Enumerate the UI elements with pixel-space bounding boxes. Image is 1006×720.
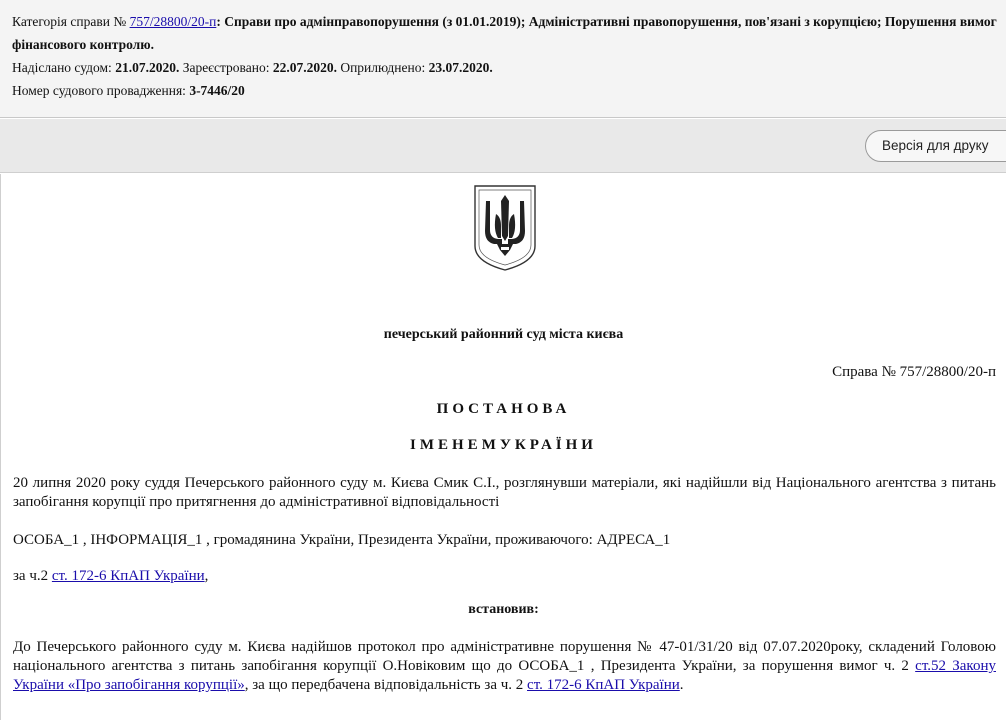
- published-date: 23.07.2020.: [428, 60, 493, 75]
- category-text: : Справи про адмінправопорушення (з 01.01.2019); Адміністративні правопорушення, пов'язані з корупцією; Порушення вимог фінансового контролю.: [12, 14, 997, 52]
- dates-line: [12, 56, 1006, 79]
- registered-label: Зареєстровано:: [179, 60, 273, 75]
- article-prefix: за ч.2: [13, 568, 52, 584]
- sent-date: 21.07.2020.: [115, 60, 180, 75]
- document-subtitle: ІМЕНЕМУКРАЇНИ: [410, 437, 597, 453]
- body-paragraph: [13, 638, 996, 695]
- proceeding-line: [12, 79, 1006, 102]
- document-title: ПОСТАНОВА: [436, 401, 571, 417]
- article-link[interactable]: ст. 172-6 КпАП України: [51, 568, 205, 584]
- body-text-part2: , за що передбачена відповідальність за ч. 2: [244, 677, 528, 693]
- intro-paragraph: 20 липня 2020 року суддя Печерського районного суду м. Києва Смик С.І., розглянувши матеріали, які надійшли від Національного агентства з питань запобігання корупції про притягнення до адміністративної відповідальності: [13, 475, 996, 510]
- case-number: Справа № 757/28800/20-п: [832, 364, 996, 380]
- article-paragraph: [13, 567, 996, 586]
- court-name: печерський районний суд міста києва: [383, 327, 624, 342]
- document-body: [0, 174, 1006, 720]
- established-heading: встановив:: [468, 602, 539, 617]
- case-metadata-panel: [0, 0, 1006, 118]
- kpap-article-link[interactable]: ст. 172-6 КпАП України: [527, 677, 680, 693]
- print-version-button[interactable]: Версія для друку: [865, 130, 1006, 162]
- body-text-part3: .: [679, 677, 684, 693]
- case-number-link[interactable]: 757/28800/20-п: [129, 14, 217, 29]
- proceeding-label: Номер судового провадження:: [12, 83, 190, 98]
- case-category-line: [12, 10, 1006, 56]
- trident-emblem-icon: [472, 184, 538, 272]
- body-text-part1: До Печерського районного суду м. Києва надійшов протокол про адміністративне порушення № 47-01/31/20 від 07.07.2020року, складений Головою національного агентства з питань запобігання корупції О.Новіковим що до ОСОБА_1 , Президента України, за порушення вимог ч. 2: [13, 639, 996, 674]
- registered-date: 22.07.2020.: [272, 60, 337, 75]
- sent-label: Надіслано судом:: [12, 60, 116, 75]
- person-paragraph: ОСОБА_1 , ІНФОРМАЦІЯ_1 , громадянина України, Президента України, проживаючого: АДРЕСА_1: [13, 532, 671, 548]
- proceeding-number: 3-7446/20: [189, 83, 245, 98]
- toolbar: [0, 119, 1006, 173]
- category-prefix: Категорія справи №: [12, 14, 130, 29]
- published-label: Оприлюднено:: [336, 60, 429, 75]
- law-article-link[interactable]: ст.52 Закону України «Про запобігання корупції»: [13, 658, 996, 693]
- article-suffix: ,: [204, 568, 209, 584]
